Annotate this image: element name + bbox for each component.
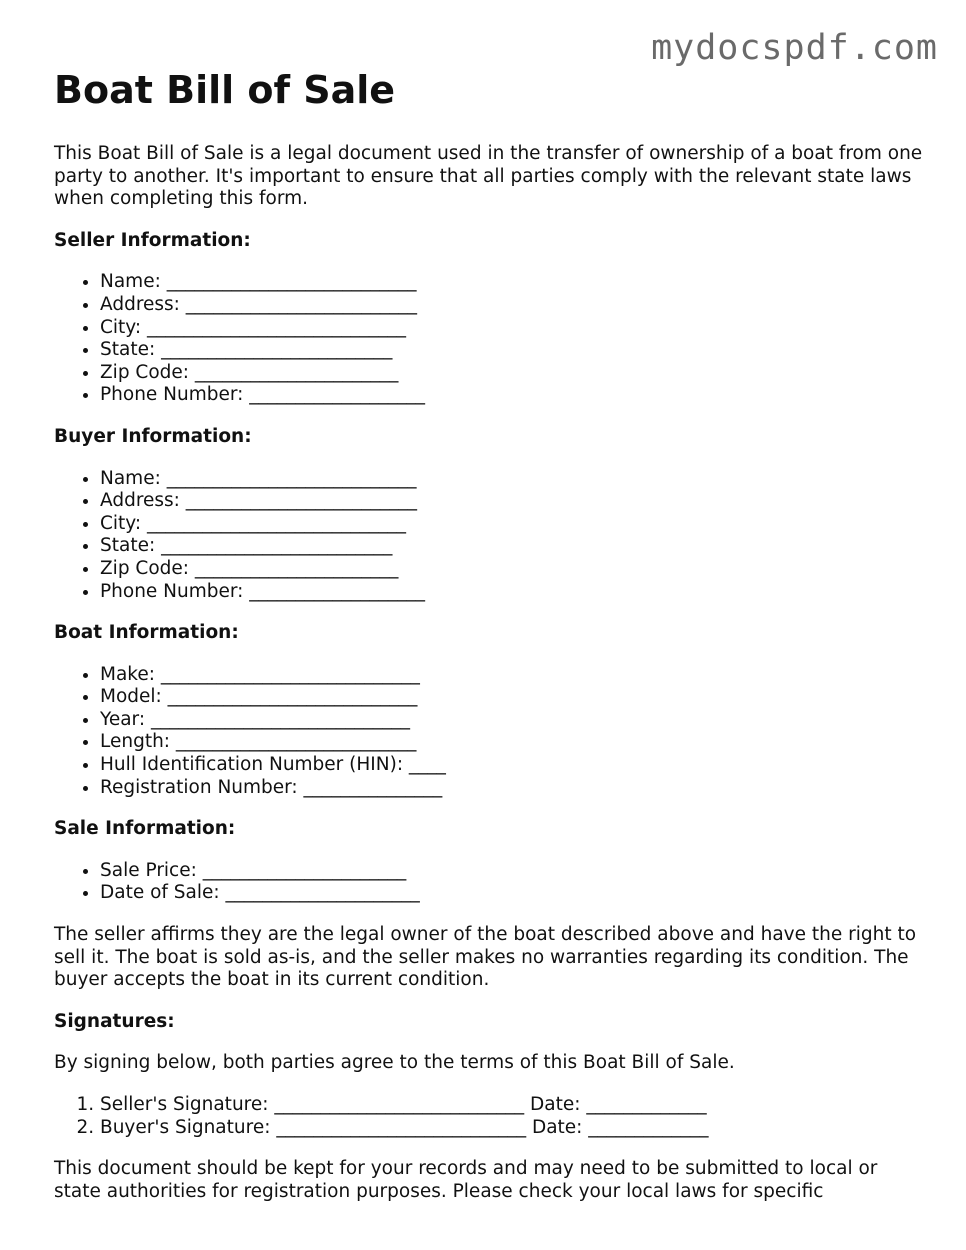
buyer-address-field[interactable]: • Address: _________________________ <box>100 490 924 513</box>
affirmation-paragraph: The seller affirms they are the legal owner of the boat described above and have the right to sell it. The boat is sold as-is, and the seller makes no warranties regarding its condition. The buyer accepts the boat in its current condition. <box>54 924 917 991</box>
boat-hin-field[interactable]: • Hull Identification Number (HIN): ____ <box>100 754 924 777</box>
boat-year-field[interactable]: • Year: ____________________________ <box>100 709 924 732</box>
sale-heading: Sale Information: <box>54 818 236 840</box>
seller-signature-field[interactable]: 1. Seller's Signature: ___________________________ Date: _____________ <box>100 1094 924 1117</box>
seller-city-field[interactable]: • City: ____________________________ <box>100 317 924 340</box>
buyer-phone-field[interactable]: • Phone Number: ___________________ <box>100 581 924 604</box>
buyer-heading: Buyer Information: <box>54 425 252 447</box>
boat-registration-field[interactable]: • Registration Number: _______________ <box>100 777 924 800</box>
watermark: mydocspdf.com <box>651 28 938 68</box>
seller-state-field[interactable]: • State: _________________________ <box>100 339 924 362</box>
seller-address-field[interactable]: • Address: _________________________ <box>100 294 924 317</box>
buyer-list <box>54 468 924 604</box>
buyer-name-field[interactable]: • Name: ___________________________ <box>100 468 924 491</box>
boat-length-field[interactable]: • Length: __________________________ <box>100 731 924 754</box>
buyer-signature-field[interactable]: 2. Buyer's Signature: ___________________________ Date: _____________ <box>100 1117 924 1140</box>
seller-phone-field[interactable]: • Phone Number: ___________________ <box>100 384 924 407</box>
signatures-heading: Signatures: <box>54 1010 175 1032</box>
seller-list <box>54 271 924 407</box>
buyer-state-field[interactable]: • State: _________________________ <box>100 535 924 558</box>
sale-date-field[interactable]: • Date of Sale: _____________________ <box>100 882 924 905</box>
seller-heading: Seller Information: <box>54 229 251 251</box>
buyer-city-field[interactable]: • City: ____________________________ <box>100 513 924 536</box>
seller-name-field[interactable]: • Name: ___________________________ <box>100 271 924 294</box>
signatures-intro: By signing below, both parties agree to the terms of this Boat Bill of Sale. <box>54 1052 735 1074</box>
sale-price-field[interactable]: • Sale Price: ______________________ <box>100 860 924 883</box>
page-title: Boat Bill of Sale <box>54 68 396 112</box>
seller-zip-field[interactable]: • Zip Code: ______________________ <box>100 362 924 385</box>
closing-paragraph: This document should be kept for your records and may need to be submitted to local or state authorities for registration purposes. Please check your local laws for specific <box>54 1158 878 1202</box>
intro-paragraph: This Boat Bill of Sale is a legal document used in the transfer of ownership of a boat from one party to another. It's important to ensure that all parties comply with the relevant state laws when completing this form. <box>54 143 923 210</box>
sale-list <box>54 860 924 905</box>
boat-make-field[interactable]: • Make: ____________________________ <box>100 664 924 687</box>
buyer-zip-field[interactable]: • Zip Code: ______________________ <box>100 558 924 581</box>
document-body <box>54 64 924 1222</box>
boat-list <box>54 664 924 800</box>
boat-heading: Boat Information: <box>54 622 239 644</box>
signatures-list <box>54 1094 924 1139</box>
boat-model-field[interactable]: • Model: ___________________________ <box>100 686 924 709</box>
